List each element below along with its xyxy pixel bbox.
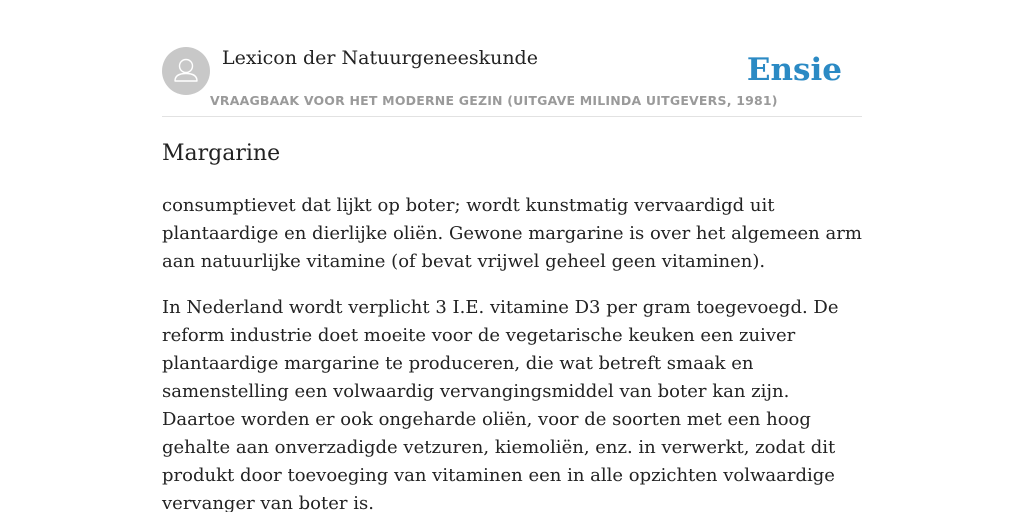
entry-paragraph: In Nederland wordt verplicht 3 I.E. vitamine D3 per gram toegevoegd. De reform industrie doet moeite voor de vegetarische keuken een zuiver plantaardige margarine te produceren, die wat betreft smaak en samenstelling een volwaardig vervangingsmiddel van boter kan zijn. Daartoe worden er ook ongeharde oliën, voor de soorten met een hoog gehalte aan onverzadigde vetzuren, kiemoliën, enz. in verwerkt, zodat dit produkt door toevoeging van vitaminen een in alle opzichten volwaardige vervanger van boter is. [162, 297, 839, 512]
avatar[interactable] [162, 47, 210, 95]
user-silhouette-icon [162, 47, 210, 95]
entry-body [162, 192, 862, 512]
source-header [162, 40, 862, 117]
brand-logo[interactable]: Ensie [746, 52, 842, 88]
entry-paragraph: consumptievet dat lijkt op boter; wordt kunstmatig vervaardigd uit plantaardige en dierlijke oliën. Gewone margarine is over het algemeen arm aan natuurlijke vitamine (of bevat vrijwel geheel geen vitaminen). [162, 195, 862, 272]
entry-title: Margarine [162, 141, 281, 166]
source-subtitle: VRAAGBAAK VOOR HET MODERNE GEZIN (UITGAVE MILINDA UITGEVERS, 1981) [210, 93, 778, 108]
source-title[interactable]: Lexicon der Natuurgeneeskunde [222, 47, 538, 69]
